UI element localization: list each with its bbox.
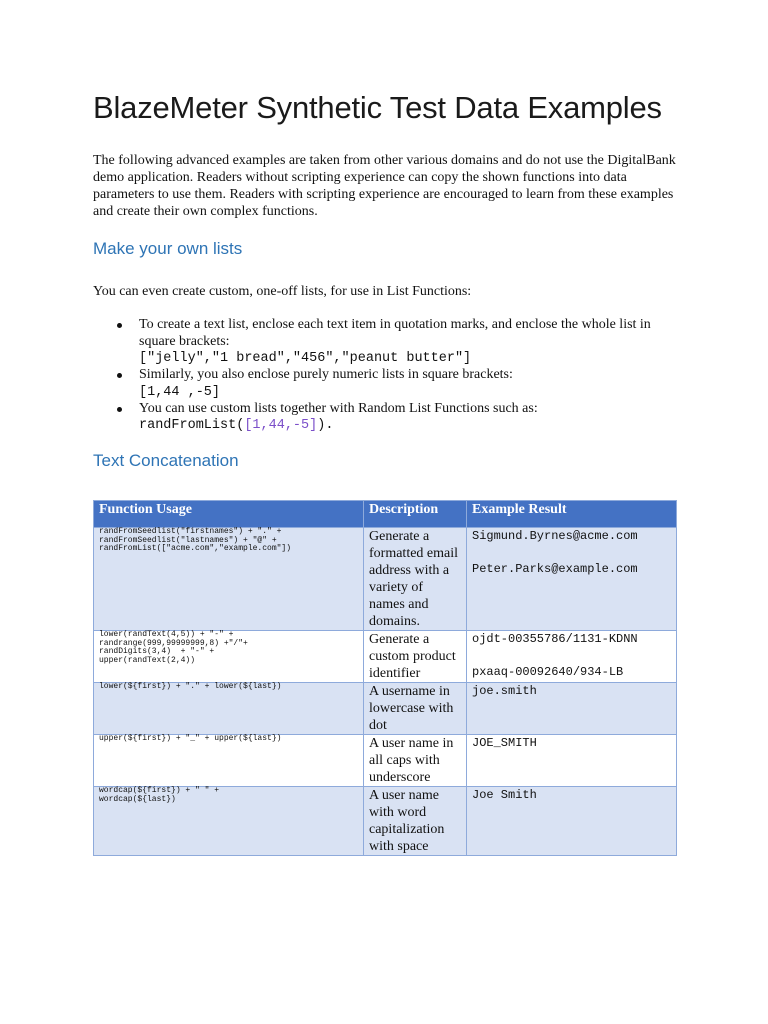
bullet-text: To create a text list, enclose each text item in quotation marks, and enclose the whole list in square brackets: — [139, 317, 651, 349]
description-cell: Generate a custom product identifier — [364, 631, 467, 683]
column-header-result: Example Result — [467, 501, 677, 528]
result-cell — [467, 683, 677, 735]
description-cell: Generate a formatted email address with a variety of names and domains. — [364, 528, 467, 631]
code-example — [139, 417, 678, 434]
function-cell: lower(${first}) + "." + lower(${last}) — [94, 683, 364, 735]
description-cell: A username in lowercase with dot — [364, 683, 467, 735]
result-cell — [467, 631, 677, 683]
lists-intro: You can even create custom, one-off lists, for use in List Functions: — [93, 284, 472, 299]
table-header-row — [94, 501, 677, 528]
result-cell — [467, 528, 677, 631]
section-heading-lists: Make your own lists — [93, 239, 243, 258]
result-value: Joe Smith — [472, 788, 537, 802]
function-cell: upper(${first}) + "_" + upper(${last}) — [94, 735, 364, 787]
result-cell — [467, 735, 677, 787]
table-row — [94, 787, 677, 856]
code-argument: [1,44,-5] — [244, 418, 318, 433]
code-function: randFromList( — [139, 418, 245, 433]
function-cell: randFromSeedlist("firstnames") + "." + randFromSeedlist("lastnames") + "@" + randFromList(["acme.com","example.com"]) — [94, 528, 364, 631]
list-item — [139, 367, 678, 401]
document-page — [93, 88, 678, 856]
concatenation-table — [93, 500, 677, 856]
code-close: ) — [317, 418, 326, 433]
result-value: Sigmund.Byrnes@acme.com — [472, 529, 638, 543]
result-value: JOE_SMITH — [472, 736, 537, 750]
bullet-icon — [117, 407, 122, 412]
column-header-function: Function Usage — [94, 501, 364, 528]
result-cell — [467, 787, 677, 856]
table-row — [94, 735, 677, 787]
function-cell: wordcap(${first}) + " " + wordcap(${last}) — [94, 787, 364, 856]
intro-paragraph: The following advanced examples are taken from other various domains and do not use the DigitalBank demo application. Readers without scripting experience can copy the shown functions into data parameters to use them. Readers with scripting experience are encouraged to learn from these examples and create their own complex functions. — [93, 153, 676, 219]
code-example: [1,44 ,-5] — [139, 384, 221, 400]
result-value: joe.smith — [472, 684, 537, 698]
table-row — [94, 631, 677, 683]
bullet-text: Similarly, you also enclose purely numeric lists in square brackets: — [139, 367, 513, 382]
bullet-icon — [117, 323, 122, 328]
result-value: ojdt-00355786/1131-KDNN — [472, 632, 638, 646]
page-title: BlazeMeter Synthetic Test Data Examples — [93, 90, 662, 125]
column-header-description: Description — [364, 501, 467, 528]
function-cell: lower(randText(4,5)) + "-" + randrange(999,99999999,8) +"/"+ randDigits(3,4) + "-" + upper(randText(2,4)) — [94, 631, 364, 683]
description-cell: A user name in all caps with underscore — [364, 735, 467, 787]
bullet-icon — [117, 373, 122, 378]
result-value: Peter.Parks@example.com — [472, 562, 638, 576]
list-item — [139, 317, 678, 367]
bullet-text: You can use custom lists together with Random List Functions such as: — [139, 400, 538, 416]
result-value: pxaaq-00092640/934-LB — [472, 665, 624, 679]
list-item — [139, 401, 678, 435]
code-end: . — [325, 418, 334, 433]
lists-bullet-list — [93, 317, 678, 434]
table-row — [94, 683, 677, 735]
code-example: ["jelly","1 bread","456","peanut butter"] — [139, 351, 472, 366]
section-heading-concatenation: Text Concatenation — [93, 451, 239, 470]
description-cell: A user name with word capitalization with space — [364, 787, 467, 856]
table-row — [94, 528, 677, 631]
